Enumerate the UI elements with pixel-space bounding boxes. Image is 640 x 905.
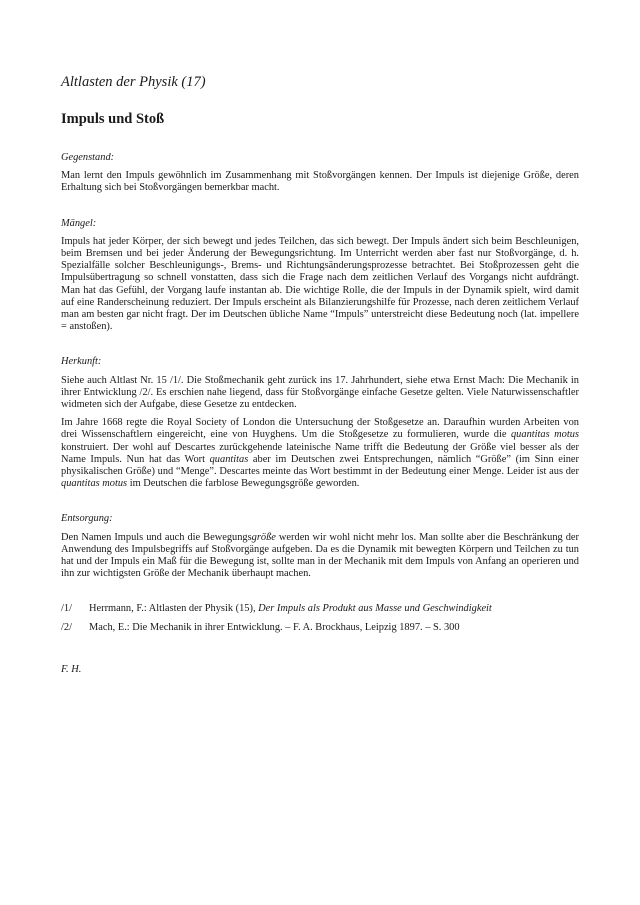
reference-number: /2/ (61, 621, 72, 633)
italic-text: quantitas motus (61, 478, 128, 490)
text-run: Siehe auch Altlast Nr. 15 /1/. Die Stoßmechanik geht zurück ins 17. Jahrhundert, siehe etwa Ernst Mach: Die Mechanik in ihrer Entwicklung /2/. Es erschien nahe liegend, dass für Stoßvorgänge einfache Gesetze gelten. Viele Naturwissenschaftler widmeten sich der Aufgabe, diese Gesetze zu entdecken. (61, 374, 579, 411)
text-run: Mach, E.: Die Mechanik in ihrer Entwicklung. – F. A. Brockhaus, Leipzig 1897. – S. 300 (89, 621, 460, 633)
paragraph (61, 170, 579, 194)
section (61, 218, 579, 334)
text-run: werden wir wohl nicht mehr los. Man sollte aber die Beschränkung der Anwendung des Impulsbegriffs auf Stoßvorgänge aufgeben. Da es die Dynamik mit bewegten Körpern und Teilchen zu tun hat und der Impuls ein Maß für die Bewegung ist, sollte man in der Mechanik mit dem Impuls von Anfang an operieren und ihn zur wichtigsten Größe der Mechanik überhaupt machen. (61, 531, 579, 580)
series-title: Altlasten der Physik (17) (61, 74, 206, 90)
section (61, 356, 579, 490)
paragraph (61, 532, 579, 581)
reference-item (61, 622, 579, 634)
reference-number: /1/ (61, 603, 72, 615)
italic-text: Der Impuls als Produkt aus Masse und Geschwindigkeit (258, 603, 492, 615)
author-initials: F. H. (61, 663, 82, 675)
text-run: Herrmann, F.: Altlasten der Physik (15), (89, 603, 259, 615)
section (61, 152, 579, 195)
text-run: Man lernt den Impuls gewöhnlich im Zusammenhang mit Stoßvorgängen kennen. Der Impuls ist diejenige Größe, deren Erhaltung sich bei Stoßvorgängen bemerkbar macht. (61, 170, 579, 194)
reference-text (89, 622, 579, 634)
reference-item (61, 603, 579, 615)
reference-text (89, 603, 579, 615)
text-run: aber im Deutschen zwei Entsprechungen, nämlich “Größe” (im Sinn einer physikalischen Größe) und “Menge”. Descartes meinte das Wort bestimmt in der Bedeutung einer Menge. Leider ist aus der (61, 453, 580, 478)
italic-text: größe (251, 531, 276, 543)
section-heading: Entsorgung: (61, 513, 113, 525)
paragraph (61, 417, 579, 490)
article-body (61, 152, 579, 580)
section-heading: Gegenstand: (61, 152, 115, 163)
text-run: Impuls hat jeder Körper, der sich bewegt und jedes Teilchen, das sich bewegt. Der Impuls ändert sich beim Beschleunigen, beim Bremsen und bei jeder Änderung der Bewegungsrichtung. Im Unterricht werden aber fast nur Stoßvorgänge, d. h. Spezialfälle solcher Beschleunigungs-, Brems- und Richtungsänderungsprozesse betrachtet. Bei Stoßprozessen geht die Impulsübertragung so schnell vonstatten, dass sich die Frage nach dem zeitlichen Verlauf des Vorgangs nicht aufdrängt. Man hat das Gefühl, der Vorgang laufe instantan ab. Die wichtige Rolle, die der Impuls in der Dynamik spielt, wird damit auf eine Randerscheinung reduziert. Der Impuls erscheint als Bilanzierungshilfe für Prozesse, nach deren zeitlichem Verlauf man am besten gar nicht fragt. Der im Deutschen übliche Name “Impuls” unterstreicht diese Bedeutung noch (lat. impellere = anstoßen). (61, 235, 579, 333)
paragraph (61, 236, 579, 334)
section-heading: Mängel: (61, 217, 97, 229)
section (61, 513, 579, 580)
text-run: Den Namen Impuls und auch die Bewegungs (61, 531, 252, 543)
italic-text: quantitas (209, 453, 249, 465)
text-run: Im Jahre 1668 regte die Royal Society of London die Untersuchung der Stoßgesetze an. Daraufhin wurden Arbeiten von drei Wissenschaftlern eingereicht, eine von Huyghens. Um die Stoßgesetze zu formulieren, wurde die (61, 417, 579, 441)
text-run: im Deutschen die farblose Bewegungsgröße geworden. (127, 478, 360, 490)
paragraph (61, 375, 579, 412)
document-page (61, 74, 579, 676)
italic-text: quantitas motus (510, 429, 579, 441)
references-list (61, 603, 579, 633)
text-run: konstruiert. Der wohl auf Descartes zurückgehende lateinische Name trifft die Bedeutung der Größe viel besser als der Name Impuls. Nun hat das Wort (61, 441, 579, 465)
article-title: Impuls und Stoß (61, 111, 165, 127)
section-heading: Herkunft: (61, 356, 102, 368)
